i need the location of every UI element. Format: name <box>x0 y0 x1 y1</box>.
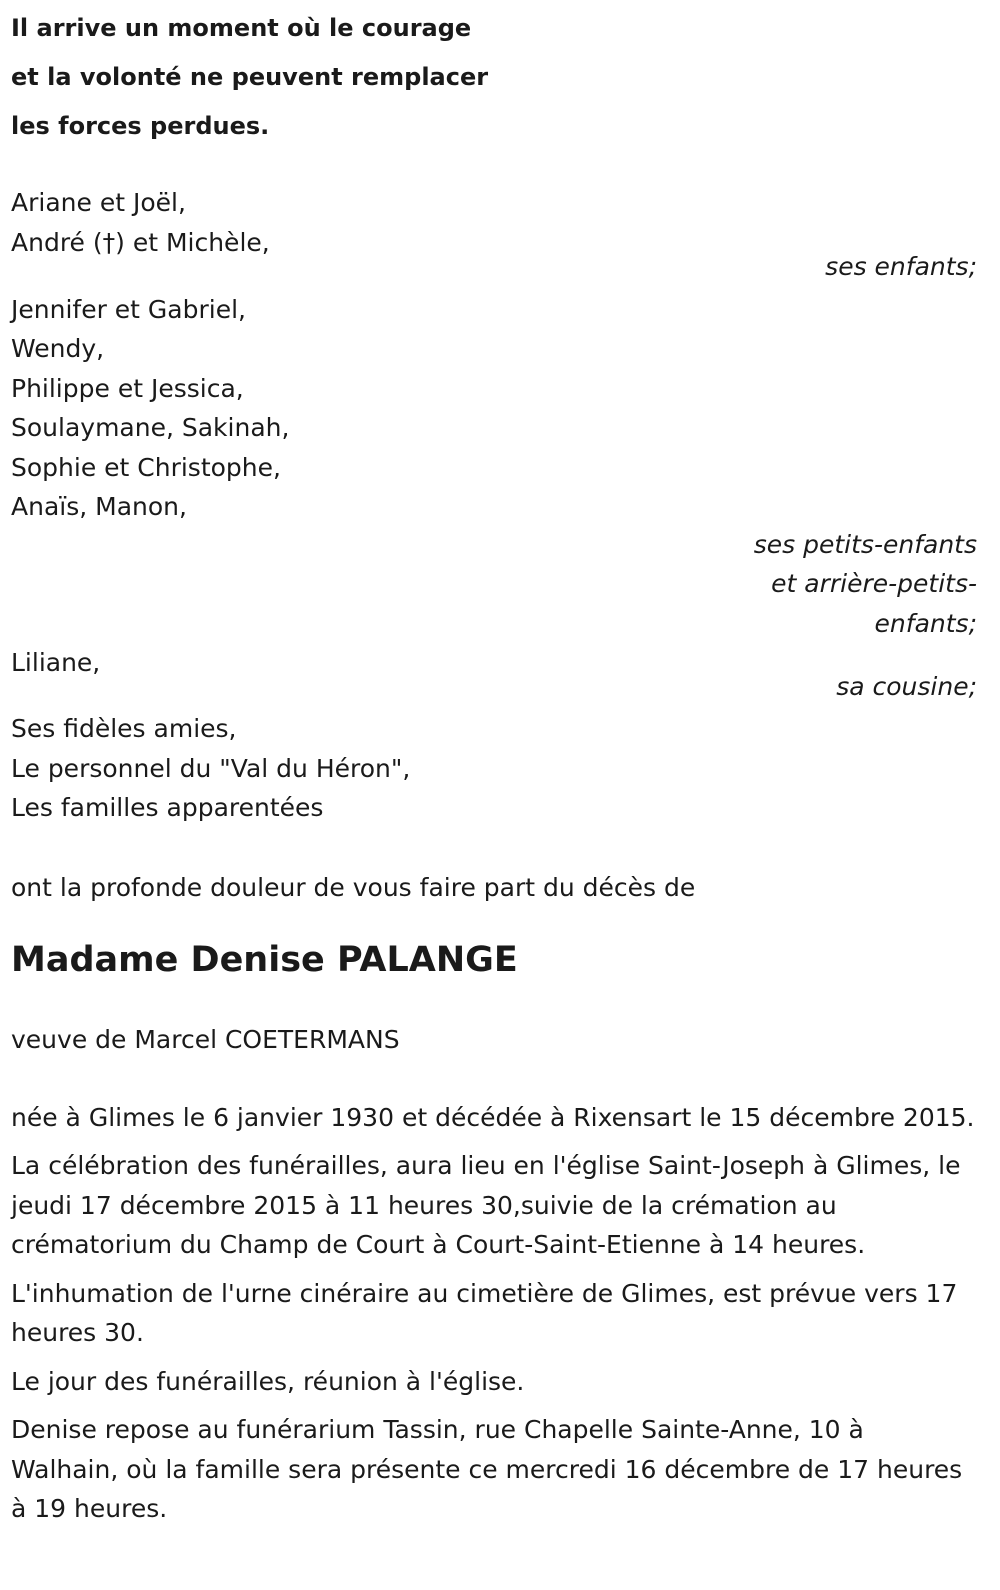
burial-paragraph: L'inhumation de l'urne cinéraire au cimetière de Glimes, est prévue vers 17 heures 30. <box>11 1278 958 1347</box>
family-role <box>11 525 977 644</box>
funeral-paragraph: La célébration des funérailles, aura lieu en l'église Saint-Joseph à Glimes, le jeudi 17 décembre 2015 à 11 heures 30,suivie de la crémation au crématorium du Champ de Court à Court-Saint-Etienne à 14 heures. <box>11 1151 961 1259</box>
family-role-line: ses petits-enfants <box>753 529 977 559</box>
family-name-line: André (†) et Michèle, <box>11 227 270 257</box>
family-group-children <box>11 183 977 287</box>
family-names <box>11 709 977 828</box>
family-name-line: Philippe et Jessica, <box>11 373 244 403</box>
family-role-line: sa cousine; <box>836 671 977 701</box>
family-name-line: Le personnel du "Val du Héron", <box>11 753 411 783</box>
family-name-line: Soulaymane, Sakinah, <box>11 413 290 442</box>
family-group-cousin <box>11 643 977 706</box>
opening-quote <box>11 0 977 151</box>
deceased-name: Madame Denise PALANGE <box>11 940 518 980</box>
announcement-intro: ont la profonde douleur de vous faire part du décès de <box>11 872 696 902</box>
family-name-line: Les familles apparentées <box>11 793 324 822</box>
quote-line: et la volonté ne peuvent remplacer <box>11 63 489 91</box>
birth-death-paragraph: née à Glimes le 6 janvier 1930 et décédée à Rixensart le 15 décembre 2015. <box>11 1102 975 1132</box>
quote-line: les forces perdues. <box>11 112 270 140</box>
family-name-line: Sophie et Christophe, <box>11 452 281 482</box>
family-name-line: Jennifer et Gabriel, <box>11 294 246 324</box>
family-role-line: enfants; <box>874 608 977 638</box>
family-name-line: Liliane, <box>11 648 101 677</box>
family-role-line: et arrière-petits- <box>771 569 977 598</box>
family-role-line: ses enfants; <box>825 252 977 281</box>
family-name-line: Wendy, <box>11 334 105 363</box>
obituary-notice <box>11 0 977 1529</box>
family-name-line: Ses fidèles amies, <box>11 714 237 743</box>
gathering-paragraph: Le jour des funérailles, réunion à l'église. <box>11 1366 525 1396</box>
family-role <box>11 667 977 707</box>
family-name-line: Ariane et Joël, <box>11 188 186 217</box>
family-group-friends <box>11 709 977 828</box>
family-names <box>11 290 977 527</box>
spouse-line: veuve de Marcel COETERMANS <box>11 1025 400 1054</box>
family-group-grandchildren <box>11 290 977 644</box>
family-name-line: Anaïs, Manon, <box>11 492 187 521</box>
visitation-paragraph: Denise repose au funérarium Tassin, rue Chapelle Sainte-Anne, 10 à Walhain, où la famille sera présente ce mercredi 16 décembre de 17 heures à 19 heures. <box>11 1415 963 1523</box>
quote-line: Il arrive un moment où le courage <box>11 14 472 42</box>
